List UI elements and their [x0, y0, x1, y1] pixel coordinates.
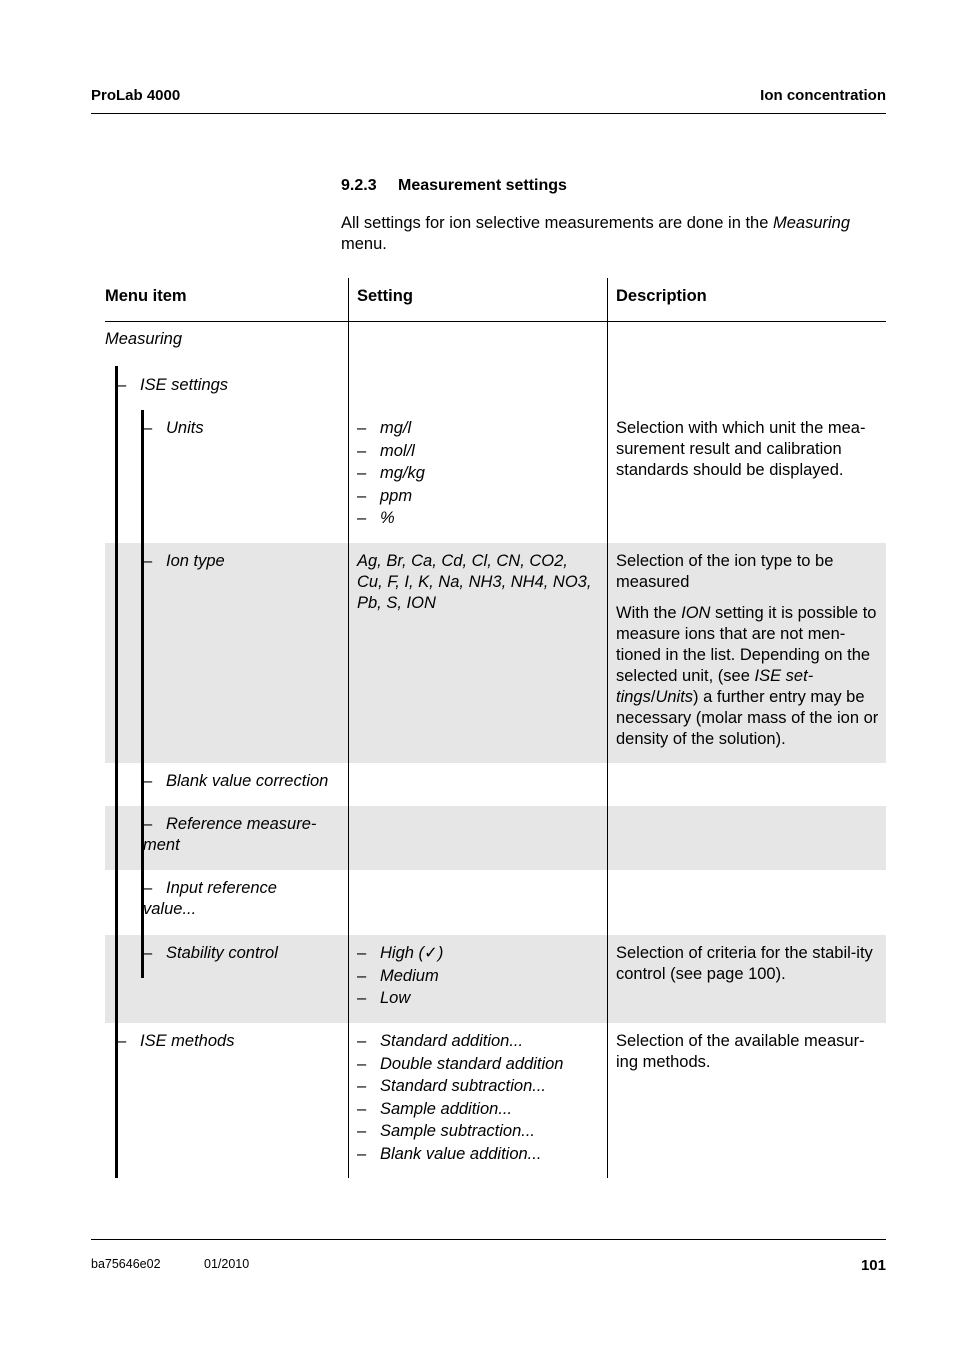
option-item — [357, 1030, 563, 1053]
header-rule — [91, 113, 886, 114]
menu-item-measuring: Measuring — [105, 330, 183, 348]
description-paragraph — [616, 603, 881, 750]
option-item — [357, 1075, 563, 1098]
tree-dash: – — [117, 1032, 127, 1050]
option-item — [357, 965, 443, 988]
intro-menu-name: Measuring — [772, 214, 851, 232]
tree-dash: – — [143, 815, 153, 833]
menu-item-label: Blank value correction — [166, 772, 329, 790]
menu-item-label: Stability control — [166, 944, 278, 962]
option-item — [357, 1098, 563, 1121]
list-dash: – — [357, 419, 367, 437]
tree-dash: – — [143, 944, 153, 962]
option-label: % — [380, 509, 395, 527]
menu-item-input-reference-value — [143, 878, 313, 920]
list-dash: – — [357, 944, 367, 962]
description-text: ) a further entry may be necessary (molar mass of the ion or density of the solution). — [616, 688, 879, 748]
section-number: 9.2.3 — [341, 177, 377, 194]
option-label: Standard addition... — [380, 1032, 524, 1050]
units-options — [357, 417, 425, 530]
stability-options — [357, 942, 443, 1010]
intro-text: All settings for ion selective measurements are done in the — [341, 214, 773, 232]
option-item — [357, 485, 425, 508]
description-text: setting it is possible to measure ions that are not men-tioned in the list. Depending on the selected unit, (see — [616, 604, 877, 685]
description-menu-ref: ISE set-tings — [616, 667, 814, 706]
option-item — [357, 417, 425, 440]
intro-text-end: menu. — [341, 235, 387, 253]
option-label: Sample addition... — [380, 1099, 513, 1118]
option-label: Sample subtraction... — [380, 1122, 535, 1140]
option-item — [357, 1053, 563, 1076]
option-label: High (✓) — [380, 944, 444, 962]
menu-item-units — [143, 418, 204, 439]
column-header-description: Description — [616, 287, 707, 305]
tree-dash: – — [143, 552, 153, 570]
menu-item-label: ISE methods — [140, 1032, 235, 1050]
description-text: / — [650, 688, 656, 706]
menu-item-reference-measurement — [143, 814, 338, 856]
ion-type-description — [616, 551, 881, 750]
list-dash: – — [357, 1032, 367, 1050]
menu-tree-bar-level-1 — [115, 366, 118, 1178]
option-item — [357, 507, 425, 530]
list-dash: – — [357, 1099, 367, 1118]
footer-date: 01/2010 — [204, 1257, 250, 1271]
footer-doc-id: ba75646e02 — [91, 1257, 161, 1271]
option-label: Medium — [380, 966, 439, 985]
option-label: Blank value addition... — [380, 1144, 542, 1163]
list-dash: – — [357, 1144, 367, 1163]
menu-item-stability-control — [143, 943, 278, 964]
section-title: Measurement settings — [398, 177, 567, 194]
menu-item-ise-methods — [117, 1031, 234, 1052]
option-item — [357, 1120, 563, 1143]
menu-item-ise-settings — [117, 375, 228, 396]
column-divider-2 — [607, 278, 608, 1178]
description-menu-ref: Units — [655, 688, 694, 706]
option-label: Low — [380, 989, 411, 1007]
tree-dash: – — [143, 419, 153, 437]
running-header-chapter: Ion concentration — [760, 87, 886, 104]
running-header-product: ProLab 4000 — [91, 87, 181, 104]
table-header-rule — [105, 321, 886, 322]
menu-item-label: Ion type — [166, 552, 225, 570]
list-dash: – — [357, 966, 367, 985]
option-item — [357, 440, 425, 463]
ise-methods-description: Selection of the available measur-ing methods. — [616, 1032, 865, 1071]
menu-item-label: Input reference value... — [143, 879, 277, 918]
page-number: 101 — [860, 1257, 886, 1274]
menu-item-label: ISE settings — [140, 376, 229, 394]
ion-type-options: Ag, Br, Ca, Cd, Cl, CN, CO2, Cu, F, I, K, Na, NH3, NH4, NO3, Pb, S, ION — [357, 552, 592, 612]
units-description: Selection with which unit the mea-surement result and calibration standards should be displayed. — [616, 419, 866, 479]
list-dash: – — [357, 464, 367, 482]
option-label: mol/l — [380, 441, 415, 460]
option-label: ppm — [380, 486, 413, 505]
list-dash: – — [357, 1122, 367, 1140]
footer-rule — [91, 1239, 886, 1240]
menu-item-label: Reference measure-ment — [143, 815, 317, 854]
section-intro — [341, 213, 889, 255]
description-paragraph: Selection of the ion type to be measured — [616, 552, 834, 591]
option-item — [357, 1143, 563, 1166]
list-dash: – — [357, 486, 367, 505]
option-label: mg/l — [380, 419, 412, 437]
column-header-setting: Setting — [357, 287, 413, 305]
column-header-menu-item: Menu item — [105, 287, 187, 305]
list-dash: – — [357, 1054, 367, 1073]
tree-dash: – — [117, 376, 127, 394]
description-setting-ref: ION — [681, 604, 711, 622]
list-dash: – — [357, 509, 367, 527]
section-heading — [341, 177, 567, 195]
option-label: Standard subtraction... — [380, 1077, 547, 1095]
list-dash: – — [357, 989, 367, 1007]
stability-description: Selection of criteria for the stabil-ity control (see page 100). — [616, 944, 873, 983]
menu-item-blank-value-correction — [143, 771, 328, 792]
option-item — [357, 987, 443, 1010]
description-text: With the — [616, 604, 682, 622]
tree-dash: – — [143, 772, 153, 790]
list-dash: – — [357, 441, 367, 460]
option-item — [357, 942, 443, 965]
option-label: mg/kg — [380, 464, 425, 482]
list-dash: – — [357, 1077, 367, 1095]
option-label: Double standard addition — [380, 1054, 564, 1073]
tree-dash: – — [143, 879, 153, 897]
option-item — [357, 462, 425, 485]
column-divider-1 — [348, 278, 349, 1178]
ise-methods-options — [357, 1030, 563, 1165]
menu-item-ion-type — [143, 551, 225, 572]
menu-item-label: Units — [166, 419, 204, 437]
